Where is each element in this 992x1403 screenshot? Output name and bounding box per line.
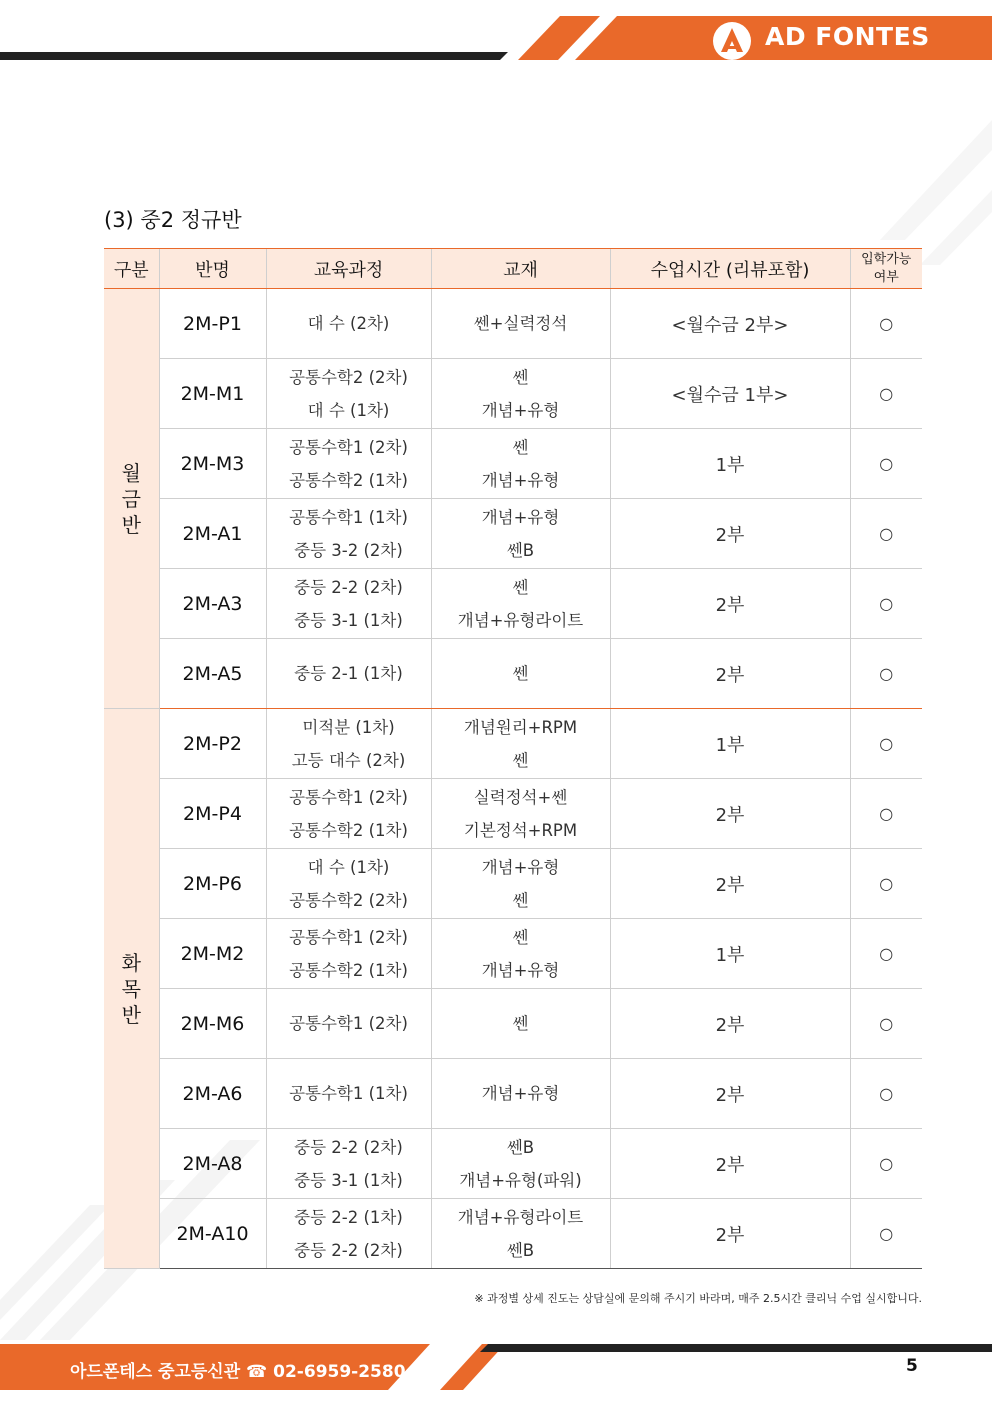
- textbook-cell-line: 개념+유형: [481, 960, 560, 980]
- availability-cell: ○: [850, 499, 922, 569]
- table-row: [104, 849, 922, 919]
- textbook-cell-line: 쎈B: [506, 540, 535, 560]
- course-cell-line: 중등 3-1 (1차): [294, 1170, 403, 1190]
- course-cell-line: 중등 2-2 (1차): [294, 1207, 403, 1227]
- class-time-cell: 1부: [610, 919, 850, 989]
- schedule-table: [104, 248, 922, 1269]
- textbook-cell: [431, 359, 610, 429]
- textbook-cell-line: 쎈: [512, 750, 529, 770]
- course-cell: [266, 499, 431, 569]
- textbook-cell-line: 개념+유형라이트: [457, 610, 584, 630]
- table-row: [104, 1199, 922, 1269]
- course-cell: [266, 359, 431, 429]
- table-row: [104, 289, 922, 359]
- textbook-cell: [431, 639, 610, 709]
- course-cell-line: 공통수학2 (1차): [289, 820, 408, 840]
- course-cell-line: 공통수학1 (2차): [289, 1014, 408, 1033]
- course-cell-line: 고등 대수 (2차): [291, 750, 406, 770]
- textbook-cell: [431, 1059, 610, 1129]
- class-name-cell: 2M-M6: [159, 989, 266, 1059]
- availability-cell: ○: [850, 1059, 922, 1129]
- class-name-cell: 2M-A10: [159, 1199, 266, 1269]
- page-header: [0, 0, 992, 70]
- course-cell: [266, 849, 431, 919]
- table-row: [104, 429, 922, 499]
- class-time-cell: 2부: [610, 569, 850, 639]
- class-time-cell: 1부: [610, 429, 850, 499]
- ad-fontes-logo-icon: [712, 21, 752, 61]
- group-label-char: 목: [121, 976, 141, 1001]
- table-row: [104, 709, 922, 779]
- course-cell-line: 대 수 (1차): [307, 400, 390, 420]
- header-class-name: 반명: [159, 249, 266, 289]
- textbook-cell: [431, 289, 610, 359]
- availability-cell: ○: [850, 779, 922, 849]
- textbook-cell-line: 실력정석+쎈: [473, 787, 568, 807]
- header-availability: [850, 249, 922, 289]
- course-cell: [266, 919, 431, 989]
- course-cell: [266, 1129, 431, 1199]
- page-number: 5: [906, 1356, 918, 1376]
- textbook-cell: [431, 1199, 610, 1269]
- group-label-char: 반: [121, 512, 141, 537]
- course-cell-line: 공통수학1 (1차): [289, 1084, 408, 1103]
- availability-cell: ○: [850, 429, 922, 499]
- class-time-cell: 2부: [610, 849, 850, 919]
- class-name-cell: 2M-A8: [159, 1129, 266, 1199]
- course-cell: [266, 639, 431, 709]
- textbook-cell-line: 개념+유형: [481, 857, 560, 877]
- course-cell-line: 공통수학1 (1차): [289, 507, 408, 527]
- table-row: [104, 1059, 922, 1129]
- course-cell-line: 공통수학2 (2차): [289, 890, 408, 910]
- course-cell-line: 중등 2-1 (1차): [294, 664, 403, 683]
- table-row: [104, 989, 922, 1059]
- availability-cell: ○: [850, 639, 922, 709]
- textbook-cell: [431, 569, 610, 639]
- course-cell-line: 공통수학2 (1차): [289, 470, 408, 490]
- course-cell-line: 공통수학1 (2차): [289, 437, 408, 457]
- header-class-time: 수업시간 (리뷰포함): [610, 249, 850, 289]
- group-label-char: 금: [121, 486, 141, 511]
- textbook-cell: [431, 779, 610, 849]
- class-name-cell: 2M-P1: [159, 289, 266, 359]
- course-cell: [266, 779, 431, 849]
- class-time-cell: 2부: [610, 989, 850, 1059]
- table-row: [104, 639, 922, 709]
- course-cell-line: 중등 3-2 (2차): [294, 540, 403, 560]
- textbook-cell-line: 개념원리+RPM: [463, 717, 578, 737]
- course-cell: [266, 709, 431, 779]
- textbook-cell: [431, 849, 610, 919]
- class-time-cell: 2부: [610, 639, 850, 709]
- class-time-cell: 1부: [610, 709, 850, 779]
- textbook-cell-line: 쎈B: [506, 1240, 535, 1260]
- textbook-cell: [431, 709, 610, 779]
- class-name-cell: 2M-M2: [159, 919, 266, 989]
- class-time-cell: 2부: [610, 1059, 850, 1129]
- group-label-char: 화: [121, 950, 141, 975]
- availability-cell: ○: [850, 289, 922, 359]
- class-name-cell: 2M-A3: [159, 569, 266, 639]
- class-name-cell: 2M-P6: [159, 849, 266, 919]
- availability-cell: ○: [850, 849, 922, 919]
- textbook-cell: [431, 1129, 610, 1199]
- textbook-cell: [431, 919, 610, 989]
- course-cell-line: 중등 2-2 (2차): [294, 1137, 403, 1157]
- table-row: [104, 499, 922, 569]
- table-row: [104, 359, 922, 429]
- class-name-cell: 2M-A5: [159, 639, 266, 709]
- availability-cell: ○: [850, 709, 922, 779]
- textbook-cell: [431, 989, 610, 1059]
- group-label: [104, 289, 159, 709]
- class-time-cell: 2부: [610, 1199, 850, 1269]
- class-time-cell: 2부: [610, 499, 850, 569]
- course-cell-line: 중등 3-1 (1차): [294, 610, 403, 630]
- course-cell-line: 공통수학2 (1차): [289, 960, 408, 980]
- textbook-cell: [431, 429, 610, 499]
- class-time-cell: 2부: [610, 1129, 850, 1199]
- textbook-cell: [431, 499, 610, 569]
- header-availability-line2: 여부: [873, 269, 899, 285]
- availability-cell: ○: [850, 359, 922, 429]
- class-time-cell: 2부: [610, 779, 850, 849]
- table-row: [104, 919, 922, 989]
- textbook-cell-line: 개념+유형라이트: [457, 1207, 584, 1227]
- header-textbook: 교재: [431, 249, 610, 289]
- textbook-cell-line: 쎈: [512, 890, 529, 910]
- availability-cell: ○: [850, 989, 922, 1059]
- textbook-cell-line: 쎈B: [506, 1137, 535, 1157]
- course-cell-line: 대 수 (2차): [307, 314, 390, 333]
- section-title: (3) 중2 정규반: [104, 208, 242, 232]
- textbook-cell-line: 개념+유형: [481, 470, 560, 490]
- textbook-cell-line: 개념+유형(파워): [459, 1170, 582, 1190]
- textbook-cell-line: 기본정석+RPM: [463, 820, 578, 840]
- textbook-cell-line: 쎈: [512, 367, 529, 387]
- footnote: ※ 과정별 상세 진도는 상담실에 문의해 주시기 바라며, 매주 2.5시간 클리닉 수업 실시합니다.: [474, 1292, 922, 1305]
- course-cell: [266, 989, 431, 1059]
- table-row: [104, 1129, 922, 1199]
- course-cell-line: 공통수학1 (2차): [289, 927, 408, 947]
- availability-cell: ○: [850, 1129, 922, 1199]
- brand-name: AD FONTES: [765, 22, 930, 51]
- availability-cell: ○: [850, 1199, 922, 1269]
- textbook-cell-line: 쎈: [512, 437, 529, 457]
- class-name-cell: 2M-A6: [159, 1059, 266, 1129]
- class-name-cell: 2M-M3: [159, 429, 266, 499]
- header-course: 교육과정: [266, 249, 431, 289]
- textbook-cell-line: 쎈: [512, 577, 529, 597]
- availability-cell: ○: [850, 569, 922, 639]
- availability-cell: ○: [850, 919, 922, 989]
- course-cell-line: 미적분 (1차): [302, 717, 395, 737]
- class-time-cell: <월수금 1부>: [610, 359, 850, 429]
- table-body: [104, 289, 922, 1269]
- textbook-cell-line: 개념+유형: [481, 1084, 560, 1103]
- textbook-cell-line: 개념+유형: [481, 400, 560, 420]
- group-label: [104, 709, 159, 1269]
- class-name-cell: 2M-P2: [159, 709, 266, 779]
- table-header-row: [104, 249, 922, 289]
- header-availability-line1: 입학가능: [861, 251, 912, 267]
- class-name-cell: 2M-P4: [159, 779, 266, 849]
- class-name-cell: 2M-A1: [159, 499, 266, 569]
- class-time-cell: <월수금 2부>: [610, 289, 850, 359]
- course-cell: [266, 1059, 431, 1129]
- textbook-cell-line: 쎈: [512, 664, 529, 683]
- class-name-cell: 2M-M1: [159, 359, 266, 429]
- textbook-cell-line: 쎈: [512, 1014, 529, 1033]
- group-label-char: 반: [121, 1002, 141, 1027]
- course-cell-line: 중등 2-2 (2차): [294, 1240, 403, 1260]
- course-cell-line: 공통수학2 (2차): [289, 367, 408, 387]
- course-cell: [266, 1199, 431, 1269]
- footer-contact: 아드폰테스 중고등신관 ☎ 02-6959-2580: [70, 1362, 406, 1382]
- table-row: [104, 779, 922, 849]
- table-row: [104, 569, 922, 639]
- course-cell: [266, 289, 431, 359]
- header-group: 구분: [104, 249, 159, 289]
- course-cell: [266, 429, 431, 499]
- course-cell-line: 대 수 (1차): [307, 857, 390, 877]
- group-label-char: 월: [121, 460, 141, 485]
- textbook-cell-line: 쎈+실력정석: [473, 314, 568, 333]
- course-cell: [266, 569, 431, 639]
- course-cell-line: 중등 2-2 (2차): [294, 577, 403, 597]
- course-cell-line: 공통수학1 (2차): [289, 787, 408, 807]
- textbook-cell-line: 쎈: [512, 927, 529, 947]
- textbook-cell-line: 개념+유형: [481, 507, 560, 527]
